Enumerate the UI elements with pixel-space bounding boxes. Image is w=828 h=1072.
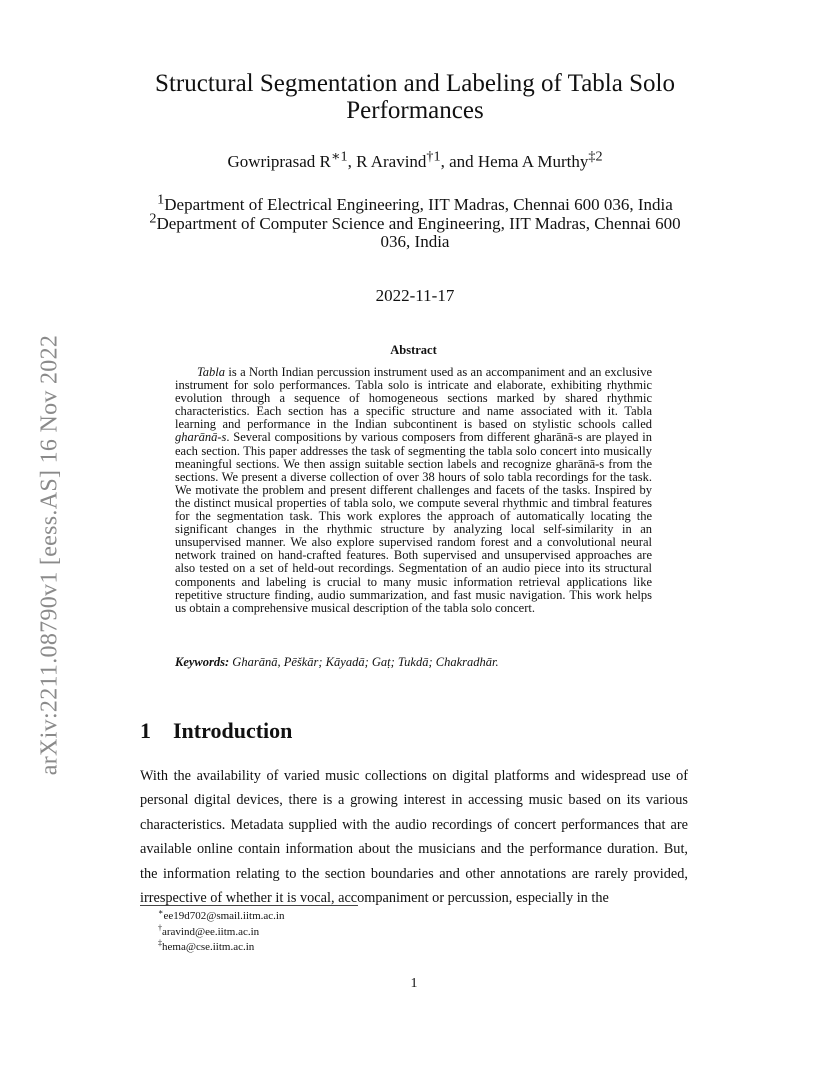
abstract-text: is a North Indian percussion instrument used as an accompaniment and an exclusive instrument for solo performances. Tabla solo is intricate and elaborate, exhibiting rhythmic evolution through a sequence of homogeneous sections marked by shared rhythmic characteristics. Each section has a specific structure and name associated with it. Tabla learning and performance in the Indian subcontinent is based on stylistic schools called [175, 365, 652, 432]
author-list [140, 148, 690, 173]
author-separator: , [347, 152, 357, 171]
abstract-text: . Several compositions by various composers from different gharānā-s are played in each section. This paper addresses the task of segmenting the tabla solo concert into musically meaningful sections. We then assign suitable section labels and recognize gharānā-s from the sections. We present a diverse collection of over 38 hours of solo tabla recordings for the task. We motivate the problem and present different challenges and facets of the tasks. Inspired by the distinct musical properties of tabla solo, we compute several rhythmic and timbral features for the segmentation task. This work explores the approach of automatically locating the significant changes in the rhythmic structure by analyzing local self-similarity in an unsupervised manner. We also explore supervised random forest and a convolutional neural network trained on hand-crafted features. Both supervised and unsupervised approaches are also tested on a set of held-out recordings. Segmentation of an audio piece into its structural components and labeling is crucial to many music information retrieval applications like repetitive structure finding, audio summarization, and fast music navigation. This work helps us obtain a comprehensive musical description of the tabla solo concert. [175, 430, 652, 615]
author-name: Gowriprasad R [227, 152, 331, 171]
affiliation [140, 191, 690, 215]
footnote [158, 922, 284, 941]
footnote-list [158, 909, 284, 956]
author-separator: , and [440, 152, 478, 171]
affiliation [140, 209, 690, 252]
footnote [158, 940, 284, 956]
footnote-mark: † [158, 922, 162, 932]
footnote-mark: ‡ [158, 938, 162, 948]
footnote-email: hema@cse.iitm.ac.in [162, 941, 255, 953]
introduction-paragraph: With the availability of varied music collections on digital platforms and widespread use of personal digital devices, there is a growing interest in accessing music based on its various characteristics. Metadata supplied with the audio recordings of concert performances that are available online contain information about the musicians and the performance duration. But, the information relating to the section boundaries and other annotations are rarely provided, irrespective of whether it is vocal, accompaniment or percussion, especially in the [140, 768, 688, 907]
affiliation-mark: 2 [149, 209, 157, 226]
author-name: R Aravind [356, 152, 427, 171]
paper-date: 2022-11-17 [375, 286, 455, 305]
keywords-label: Keywords: [175, 655, 230, 669]
abstract-italic-term: gharānā-s [175, 430, 227, 445]
section-number: 1 [140, 718, 151, 743]
affiliation-text: Department of Computer Science and Engineering, IIT Madras, Chennai 600 036, India [156, 213, 681, 251]
affiliation-list [140, 191, 690, 252]
section-heading [140, 718, 292, 744]
arxiv-identifier-stamp: arXiv:2211.08790v1 [eess.AS] 16 Nov 2022 [36, 334, 63, 776]
footnote-mark: ∗ [158, 907, 164, 917]
footnote-email: aravind@ee.iitm.ac.in [162, 925, 260, 938]
abstract-body [175, 366, 652, 615]
author-affiliation-mark: †1 [426, 148, 441, 165]
section-title: Introduction [173, 718, 293, 743]
affiliation-text: Department of Electrical Engineering, IIT Madras, Chennai 600 036, India [164, 195, 673, 214]
footnote-divider [140, 905, 358, 906]
abstract-lead-term: Tabla [197, 365, 226, 379]
author-affiliation-mark: ‡2 [588, 148, 603, 165]
keywords-list: Gharānā, Pēškār; Kāyadā; Gaṭ; Tukdā; Chakradhār. [232, 655, 499, 669]
abstract-heading: Abstract [390, 343, 437, 357]
paper-title: Structural Segmentation and Labeling of Tabla Solo Performances [155, 70, 675, 124]
footnote-email: ee19d702@smail.iitm.ac.in [163, 910, 285, 922]
keywords [175, 656, 652, 669]
page-number: 1 [410, 976, 418, 991]
affiliation-mark: 1 [157, 191, 165, 208]
footnote [158, 909, 284, 925]
author-name: Hema A Murthy [477, 152, 589, 171]
author-affiliation-mark: ∗1 [330, 148, 348, 165]
